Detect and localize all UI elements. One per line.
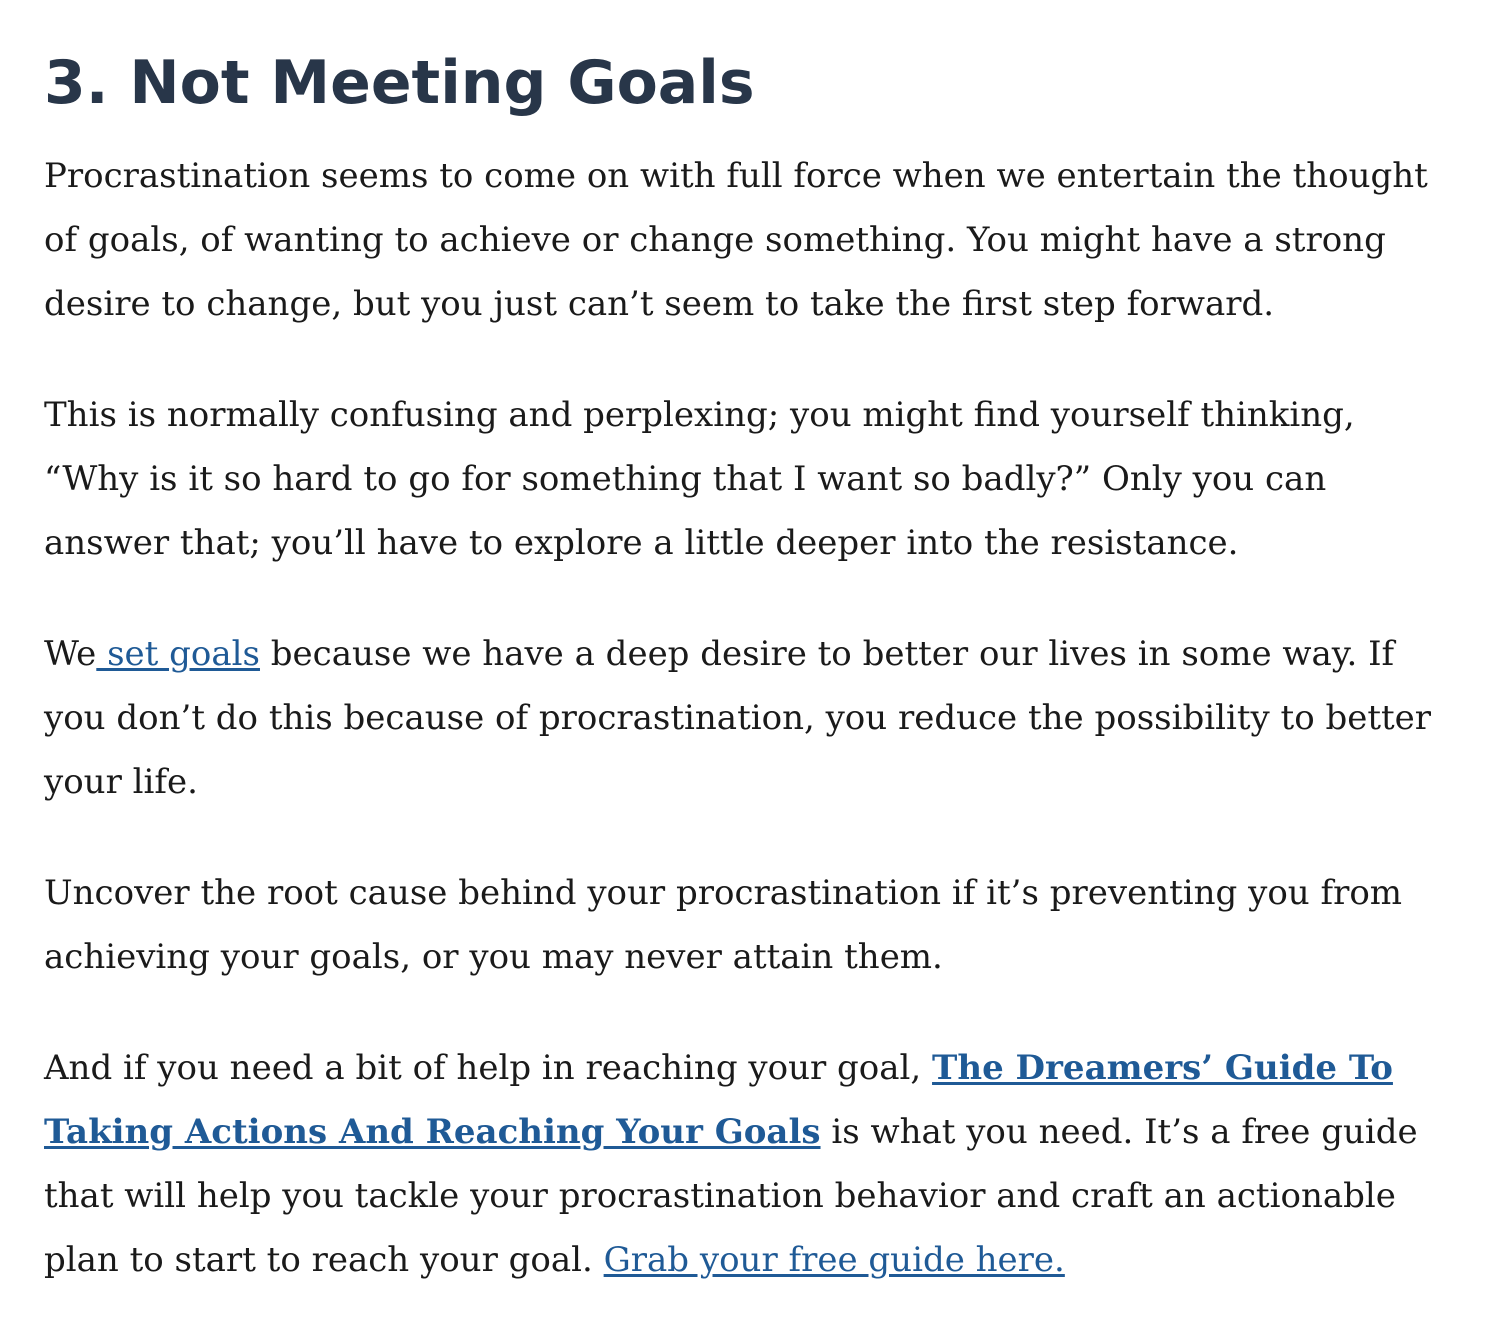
paragraph-text: is what you need. It’s a free guide that will help you tackle your procrastination behavior and craft an actionable plan to start to reach your goal. bbox=[44, 1112, 1418, 1280]
article-body bbox=[44, 44, 1454, 1292]
grab-free-guide-link[interactable]: Grab your free guide here. bbox=[603, 1240, 1065, 1280]
paragraph-text: We bbox=[44, 634, 97, 674]
paragraph-root-cause: Uncover the root cause behind your procrastination if it’s preventing you from achieving your goals, or you may never attain them. bbox=[44, 873, 1403, 977]
paragraph-text: because we have a deep desire to better our lives in some way. If you don’t do this because of procrastination, you reduce the possibility to better your life. bbox=[44, 634, 1432, 802]
paragraph-set-goals bbox=[44, 622, 1454, 814]
paragraph-procrastination-goals: Procrastination seems to come on with full force when we entertain the thought of goals, of wanting to achieve or change something. You might have a strong desire to change, but you just can’t seem to take the first step forward. bbox=[44, 156, 1428, 324]
paragraph-text: And if you need a bit of help in reaching your goal, bbox=[44, 1048, 933, 1088]
paragraph-confusing-resistance: This is normally confusing and perplexing; you might find yourself thinking, “Why is it so hard to go for something that I want so badly?” Only you can answer that; you’ll have to explore a little deeper into the resistance. bbox=[44, 395, 1355, 563]
set-goals-link[interactable]: set goals bbox=[96, 634, 260, 674]
dreamers-guide-link[interactable]: The Dreamers’ Guide To Taking Actions And Reaching Your Goals bbox=[44, 1048, 1393, 1152]
paragraph-dreamers-guide bbox=[44, 1036, 1454, 1292]
section-heading: 3. Not Meeting Goals bbox=[44, 48, 755, 118]
